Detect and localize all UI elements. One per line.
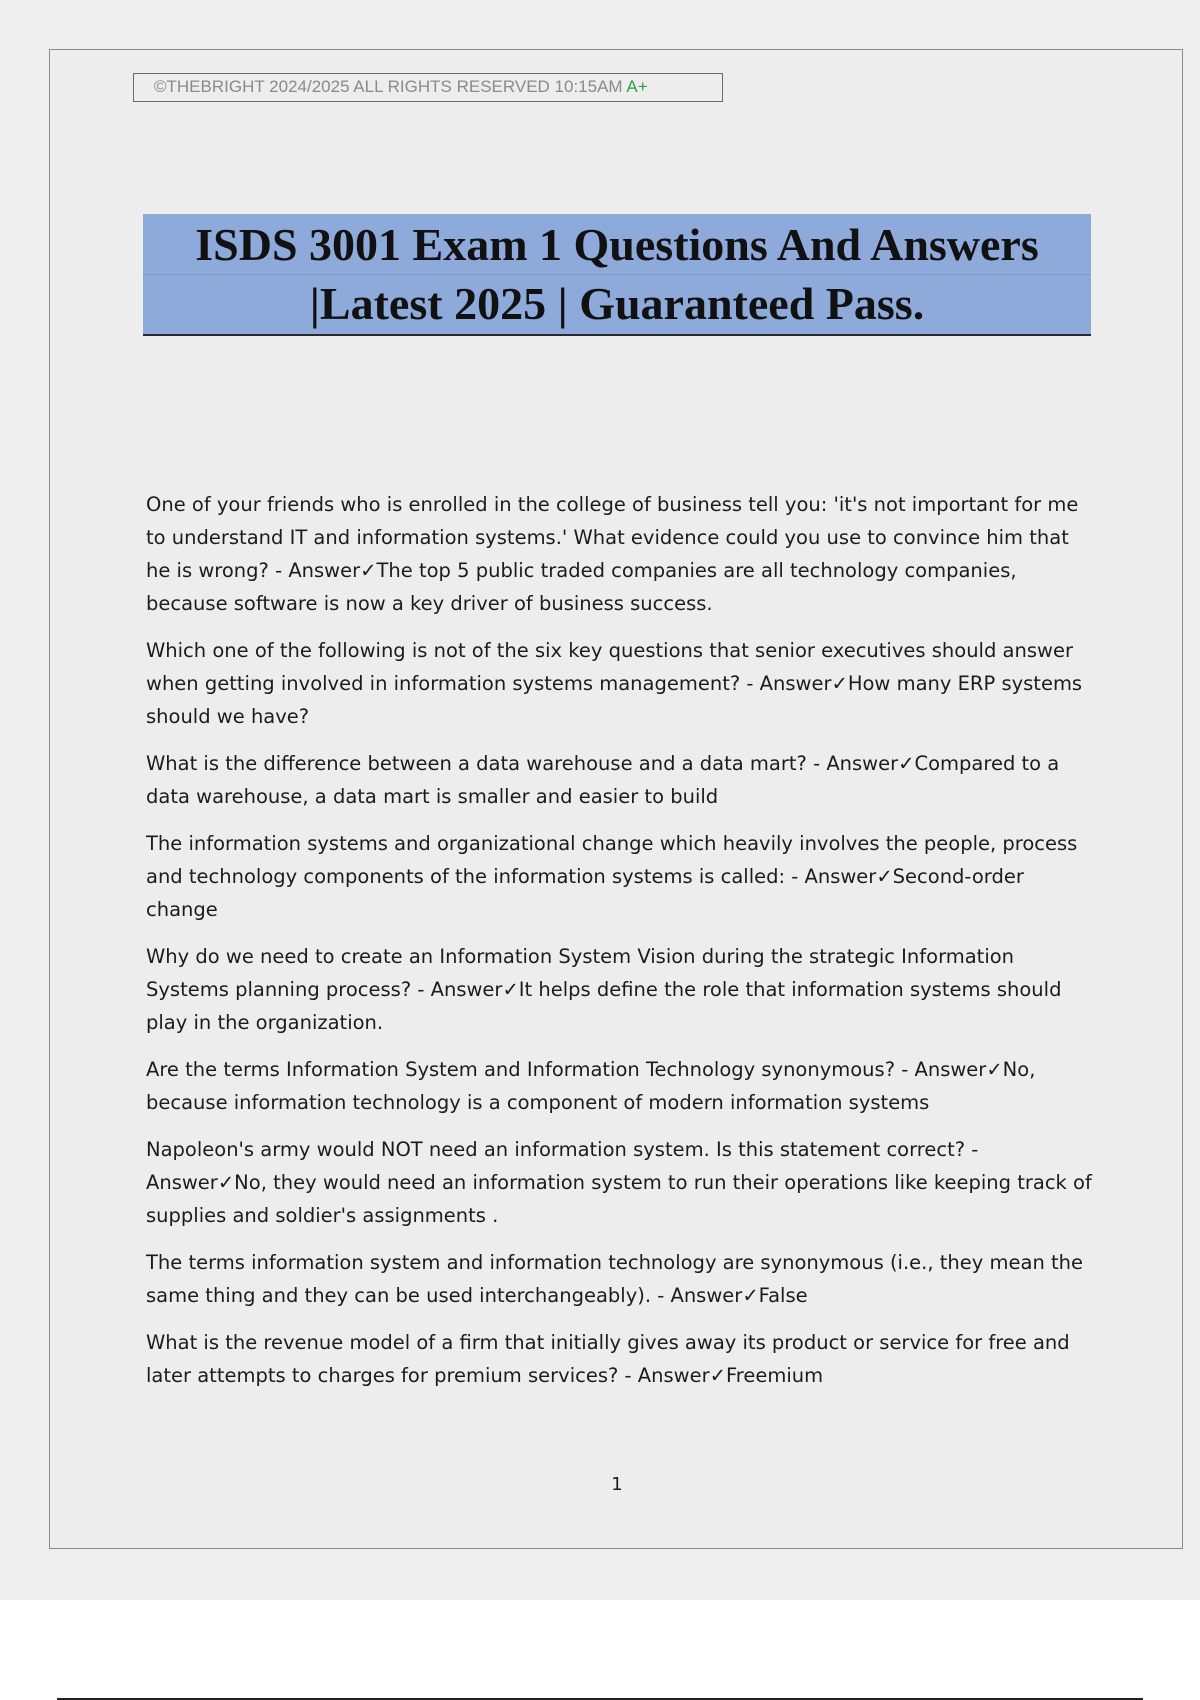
- copyright-text: ©THEBRIGHT 2024/2025 ALL RIGHTS RESERVED 10:15AM: [154, 77, 623, 96]
- check-icon: ✓: [217, 1171, 235, 1194]
- check-icon: ✓: [360, 559, 377, 582]
- question-text: Why do we need to create an Information System Vision during the strategic Information Systems planning process?: [146, 945, 1015, 1001]
- answer-marker: - Answer: [651, 1284, 743, 1307]
- qa-list: [146, 488, 1096, 1406]
- page-number: 1: [611, 1474, 623, 1495]
- answer-text: It helps define the role that information systems should play in the organization.: [146, 978, 1062, 1034]
- check-icon: ✓: [742, 1284, 759, 1307]
- answer-marker: - Answer: [268, 559, 361, 582]
- grade-badge: A+: [626, 77, 648, 96]
- document-title-line-1: ISDS 3001 Exam 1 Questions And Answers: [195, 219, 1039, 270]
- answer-text: The top 5 public traded companies are all technology companies, because software is now a key driver of business success.: [146, 559, 1017, 615]
- answer-marker: - Answer: [411, 978, 503, 1001]
- title-divider: [143, 274, 1091, 275]
- answer-marker: - Answer: [740, 672, 832, 695]
- question-text: One of your friends who is enrolled in the college of business tell you: 'it's not important for me to understand IT and information systems.' What evidence could you use to convince him that he is wrong?: [146, 493, 1079, 582]
- question-text: What is the revenue model of a firm that initially gives away its product or service for free and later attempts to charges for premium services?: [146, 1331, 1070, 1387]
- check-icon: ✓: [502, 978, 519, 1001]
- check-icon: ✓: [831, 672, 848, 695]
- check-icon: ✓: [709, 1364, 726, 1387]
- answer-marker: - Answer: [146, 1138, 979, 1194]
- qa-item: [146, 940, 1096, 1039]
- qa-item: [146, 747, 1096, 813]
- qa-item: [146, 1246, 1096, 1312]
- question-text: Napoleon's army would NOT need an information system. Is this statement correct?: [146, 1138, 966, 1161]
- qa-item: [146, 634, 1096, 733]
- answer-marker: - Answer: [785, 865, 877, 888]
- answer-text: Second-order change: [146, 865, 1024, 921]
- answer-text: No, they would need an information system to run their operations like keeping track of supplies and soldier's assignments .: [146, 1171, 1092, 1227]
- check-icon: ✓: [898, 752, 915, 775]
- qa-item: [146, 1326, 1096, 1392]
- document-title-line-2: |Latest 2025 | Guaranteed Pass.: [309, 278, 925, 329]
- question-text: What is the difference between a data warehouse and a data mart?: [146, 752, 807, 775]
- question-text: The terms information system and information technology are synonymous (i.e., they mean the same thing and they can be used interchangeably).: [146, 1251, 1083, 1307]
- qa-item: [146, 1133, 1096, 1232]
- answer-text: No, because information technology is a component of modern information systems: [146, 1058, 1036, 1114]
- answer-marker: - Answer: [806, 752, 899, 775]
- check-icon: ✓: [986, 1058, 1003, 1081]
- answer-marker: - Answer: [618, 1364, 710, 1387]
- question-text: Are the terms Information System and Information Technology synonymous?: [146, 1058, 896, 1081]
- answer-text: False: [758, 1284, 808, 1307]
- answer-text: Freemium: [725, 1364, 824, 1387]
- answer-marker: - Answer: [895, 1058, 987, 1081]
- copyright-header: [133, 73, 723, 102]
- question-text: The information systems and organizational change which heavily involves the people, process and technology components of the information systems is called:: [146, 832, 1078, 888]
- qa-item: [146, 1053, 1096, 1119]
- title-banner: [143, 214, 1091, 336]
- check-icon: ✓: [876, 865, 893, 888]
- qa-item: [146, 488, 1096, 620]
- question-text: Which one of the following is not of the six key questions that senior executives should answer when getting involved in information systems management?: [146, 639, 1073, 695]
- answer-text: How many ERP systems should we have?: [146, 672, 1083, 728]
- qa-item: [146, 827, 1096, 926]
- answer-text: Compared to a data warehouse, a data mart is smaller and easier to build: [146, 752, 1060, 808]
